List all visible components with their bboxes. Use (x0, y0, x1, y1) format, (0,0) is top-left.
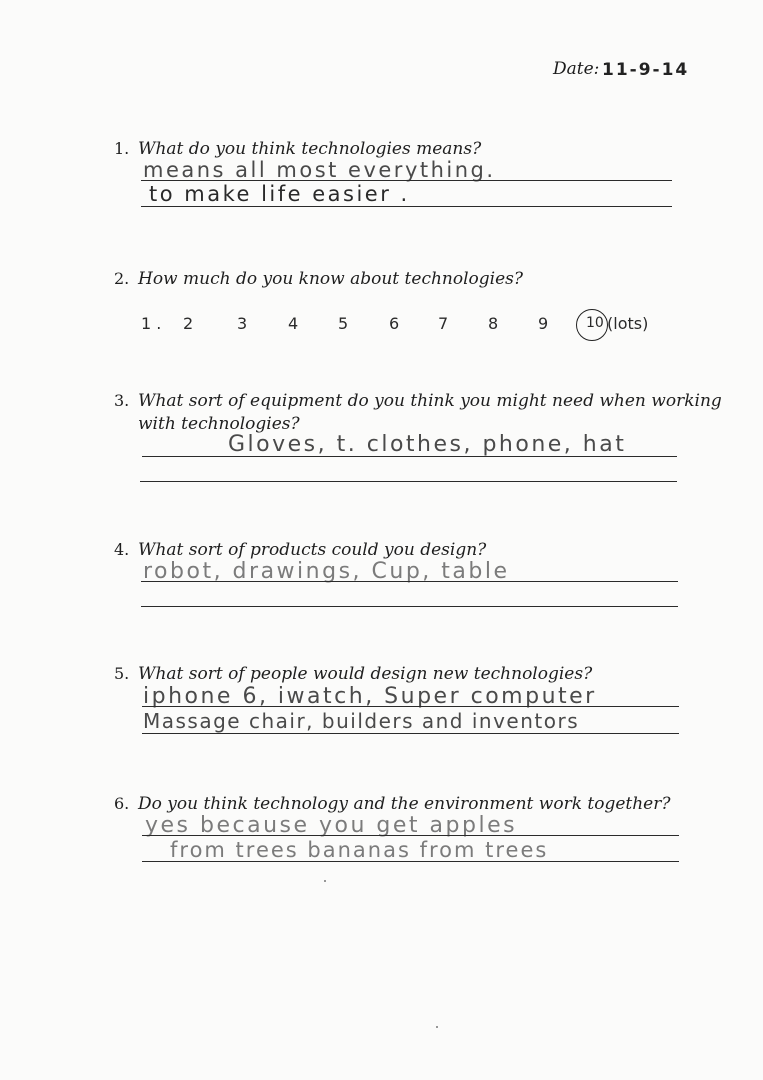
answer-4-line-1: robot, drawings, Cup, table (143, 559, 510, 584)
scale-option-8: 8 (488, 314, 499, 333)
question-3 (114, 391, 722, 411)
question-5-text: What sort of people would design new technologies? (138, 664, 593, 684)
question-2 (114, 269, 523, 289)
answer-line (140, 481, 677, 482)
answer-line (142, 706, 679, 707)
date-label: Date: (553, 59, 600, 79)
scale-option-3: 3 (237, 314, 248, 333)
answer-1-line-2: to make life easier . (149, 182, 410, 206)
question-1-text: What do you think technologies means? (138, 139, 482, 159)
question-4 (114, 540, 486, 560)
selected-circle-mark (576, 309, 608, 341)
answer-6-line-1: yes because you get apples (145, 813, 518, 838)
answer-line (142, 861, 679, 862)
question-6-text: Do you think technology and the environment work together? (138, 794, 671, 814)
scan-speck (436, 1026, 438, 1028)
scale-option-2: 2 (183, 314, 194, 333)
question-6 (114, 794, 671, 814)
question-4-number: 4. (114, 540, 130, 559)
answer-line (141, 581, 678, 582)
scale-option-4: 4 (288, 314, 299, 333)
scale-option-10: 10 (586, 315, 604, 331)
answer-1-line-1: means all most everything. (143, 158, 496, 182)
scale-end-label: (lots) (607, 314, 649, 333)
answer-3-line-1: Gloves, t. clothes, phone, hat (228, 432, 627, 457)
scale-option-7: 7 (438, 314, 449, 333)
date-value: 11-9-14 (602, 60, 690, 80)
answer-line (141, 206, 672, 207)
scale-option-1: 1 . (141, 314, 162, 333)
scale-option-6: 6 (389, 314, 400, 333)
question-3-continued: with technologies? (138, 414, 300, 434)
question-5-number: 5. (114, 664, 130, 683)
question-4-text: What sort of products could you design? (138, 540, 487, 560)
question-5 (114, 664, 592, 684)
question-6-number: 6. (114, 794, 130, 813)
question-2-text: How much do you know about technologies? (138, 269, 523, 289)
question-1-number: 1. (114, 139, 130, 158)
answer-line (142, 456, 677, 457)
answer-line (141, 606, 678, 607)
question-3-number: 3. (114, 391, 130, 410)
scan-speck (324, 880, 326, 882)
answer-line (141, 180, 672, 181)
answer-5-line-1: iphone 6, iwatch, Super computer (143, 684, 597, 709)
question-2-number: 2. (114, 269, 130, 288)
question-3-text: What sort of equipment do you think you might need when working (138, 391, 722, 411)
question-1 (114, 139, 481, 159)
scale-option-9: 9 (538, 314, 549, 333)
answer-line (142, 733, 679, 734)
answer-line (142, 835, 679, 836)
scale-option-5: 5 (338, 314, 349, 333)
answer-5-line-2: Massage chair, builders and inventors (143, 709, 580, 733)
answer-6-line-2: from trees bananas from trees (170, 838, 549, 862)
